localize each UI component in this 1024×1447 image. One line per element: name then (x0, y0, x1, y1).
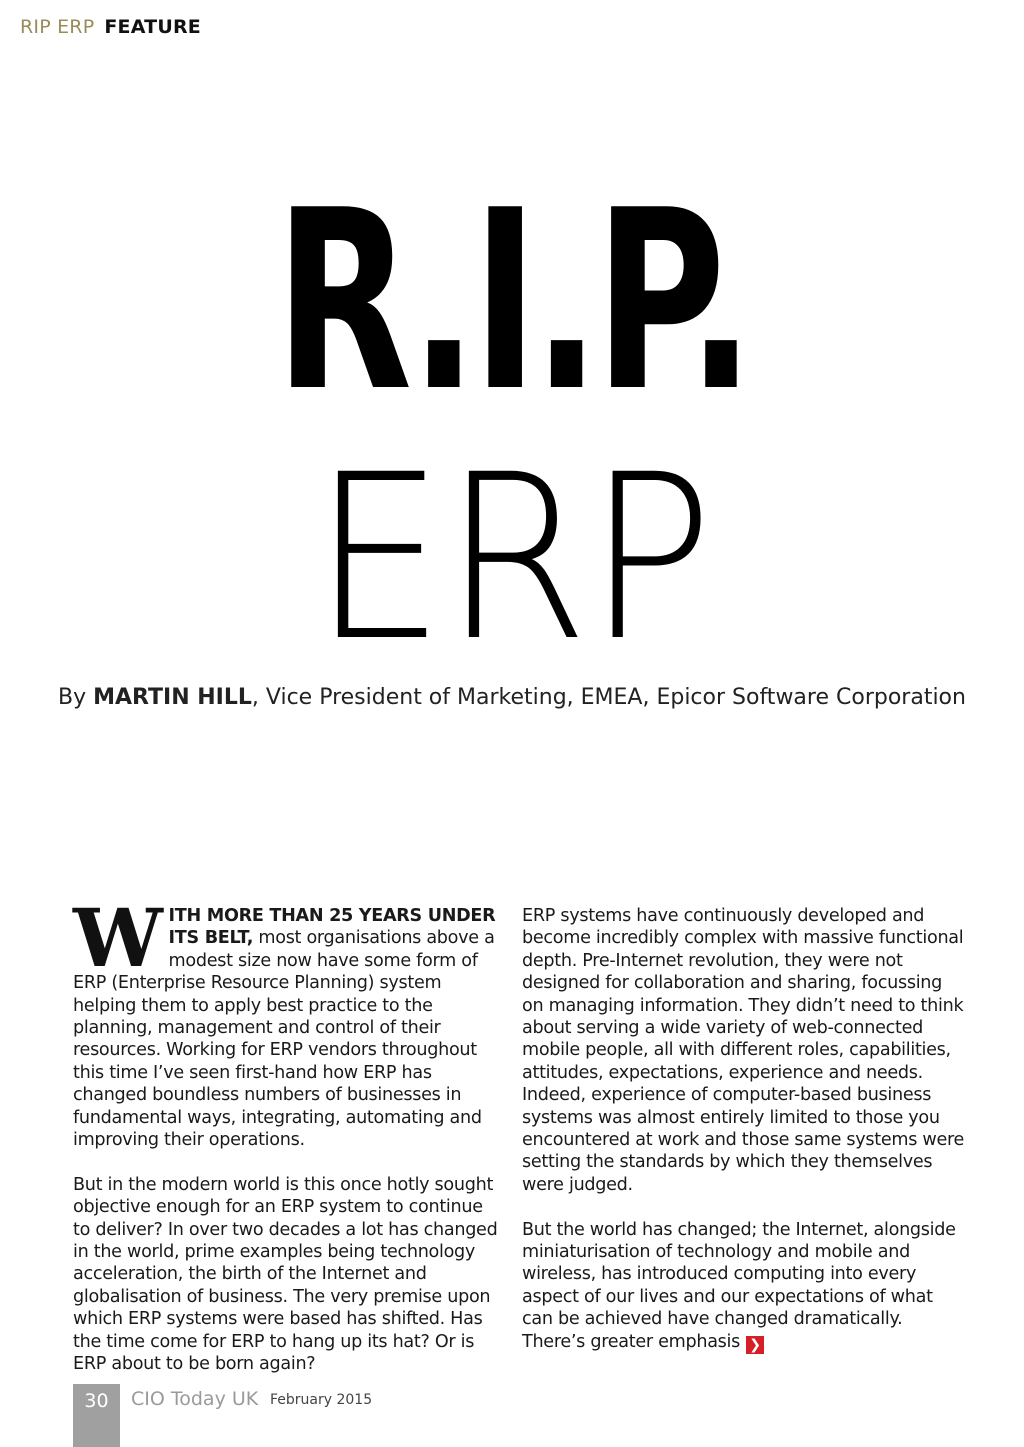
article-column-right (522, 905, 967, 1376)
arrow-right-icon: ❯ (746, 1336, 764, 1354)
section-label: FEATURE (104, 16, 201, 38)
article-column-left (73, 891, 503, 1398)
paragraph-text: most organisations above a modest size now have some form of ERP (Enterprise Resource Planning) system helping them to apply best practice to the planning, management and control of their resources. Working for ERP vendors throughout this time I’ve seen first-hand how ERP has changed boundless numbers of businesses in fundamental ways, integrating, automating and improving their operations. (73, 928, 495, 1151)
title-line-1: R.I.P. (274, 158, 750, 446)
paragraph: But in the modern world is this once hotly sought objective enough for an ERP system to continue to deliver? In over two decades a lot has changed in the world, prime examples being technology acceleration, the birth of the Internet and globalisation of business. The very premise upon which ERP systems were based has shifted. Has the time come for ERP to hang up its hat? Or is ERP about to be born again? (73, 1174, 498, 1375)
page-number-tab (73, 1384, 120, 1447)
lead-in: ITH MORE THAN 25 YEARS UNDER ITS BELT, (168, 906, 496, 949)
drop-cap: W (73, 891, 163, 985)
author-role: , Vice President of Marketing, EMEA, Epicor Software Corporation (251, 685, 966, 710)
section-name: RIP ERP (20, 16, 95, 38)
title-line-2 (0, 425, 1024, 691)
title-line-2-text: ERP (312, 425, 712, 691)
issue-date: February 2015 (270, 1392, 373, 1408)
byline (0, 685, 1024, 710)
paragraph: ERP systems have continuously developed and become incredibly complex with massive functional depth. Pre-Internet revolution, they were not designed for collaboration and sharing, focussing on managing information. They didn’t need to think about serving a wide variety of web-connected mobile people, all with different roles, capabilities, attitudes, expectations, experience and needs. Indeed, experience of computer-based business systems was almost entirely limited to those you encountered at work and those same systems were setting the standards by which they themselves were judged. (522, 906, 965, 1195)
publication-name: CIO Today UK (131, 1388, 259, 1410)
byline-prefix: By (58, 685, 94, 710)
paragraph (73, 891, 503, 1151)
page-number: 30 (84, 1390, 109, 1412)
author-name: MARTIN HILL (93, 685, 252, 710)
running-header (20, 16, 201, 38)
paragraph (522, 1219, 967, 1354)
paragraph-text: But the world has changed; the Internet, alongside miniaturisation of technology and mobile and wireless, has introduced computing into every aspect of our lives and our expectations of what can be achieved have changed dramatically. There’s greater emphasis (522, 1219, 956, 1352)
